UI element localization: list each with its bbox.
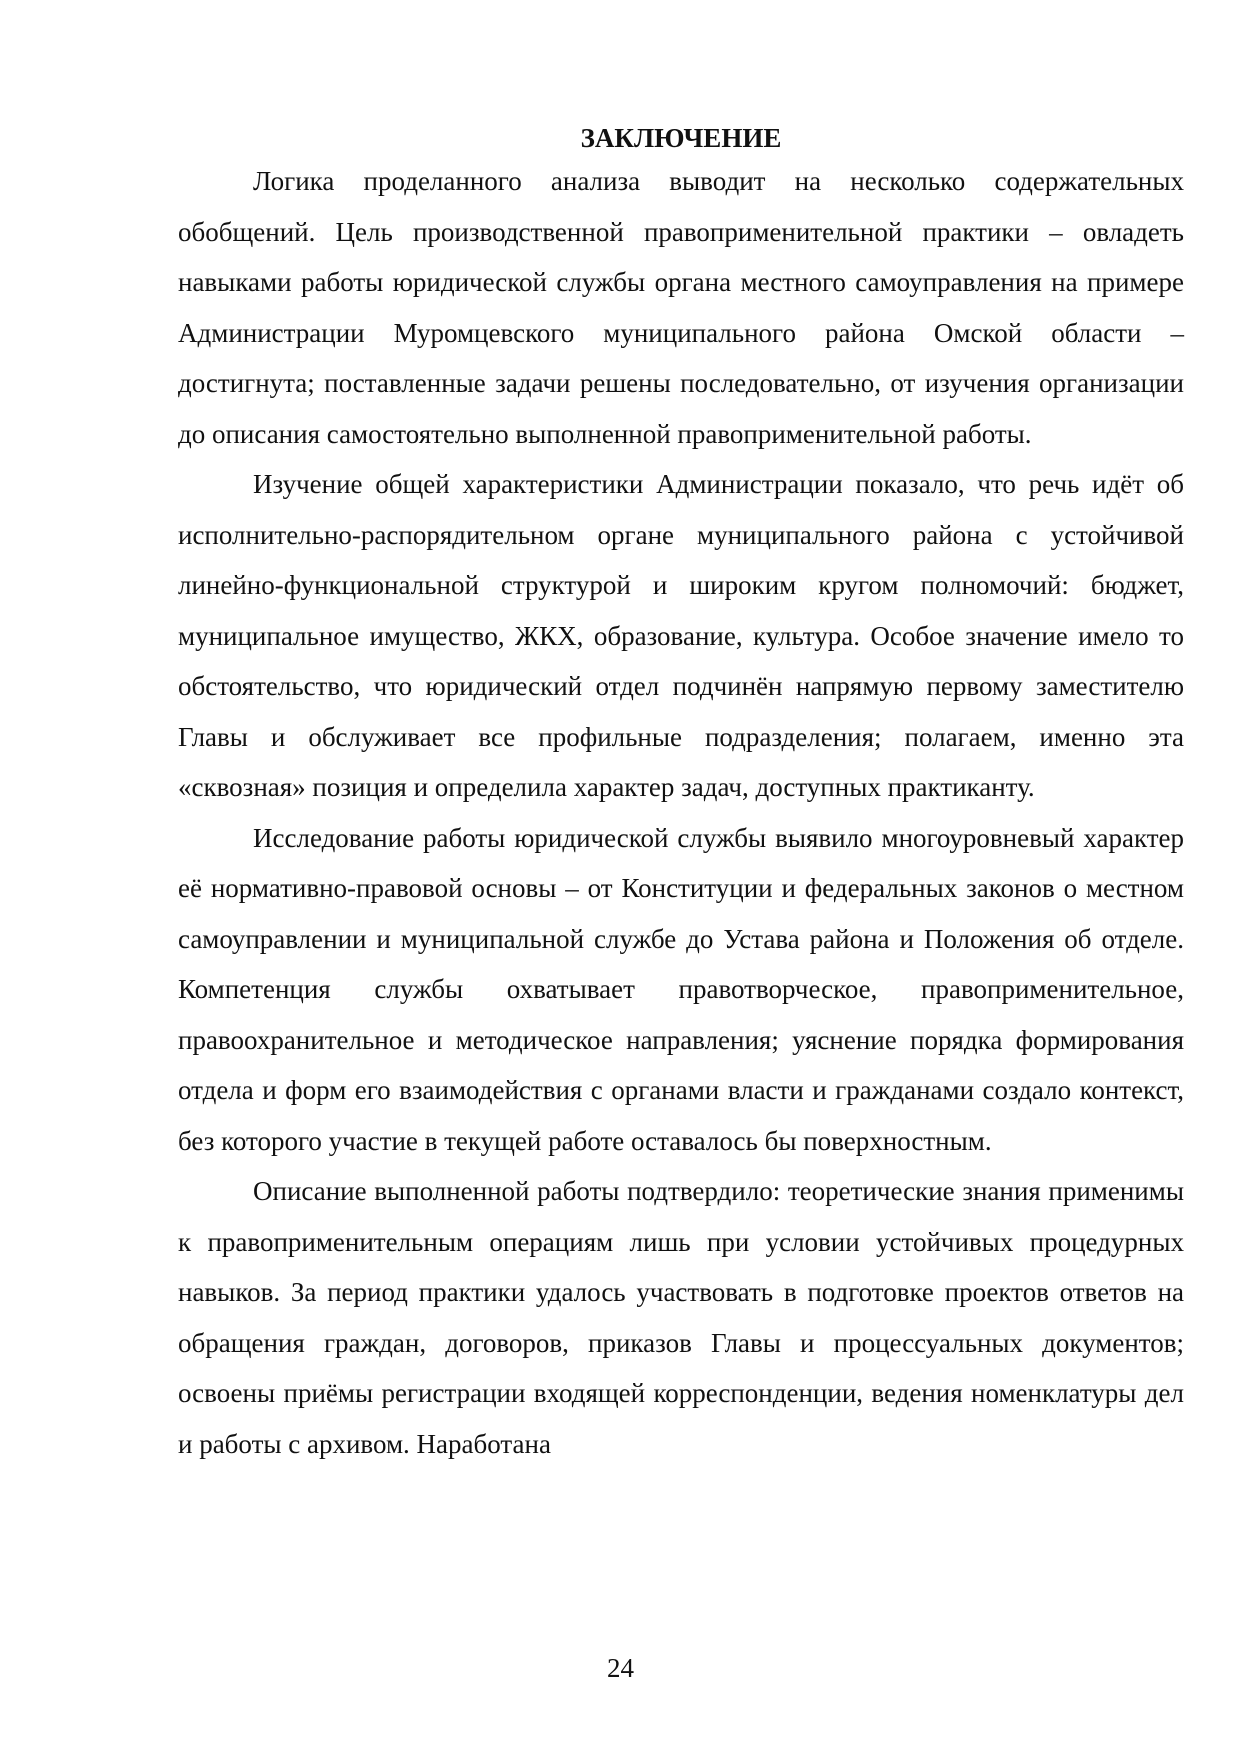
paragraph-2: Изучение общей характеристики Администрации показало, что речь идёт об исполнительно-распорядительном органе муниципального района с устойчивой линейно-функциональной структурой и широким кругом полномочий: бюджет, муниципальное имущество, ЖКХ, образование, культура. Особое значение имело то обстоятельство, что юридический отдел подчинён напрямую первому заместителю Главы и обслуживает все профильные подразделения; полагаем, именно эта «сквозная» позиция и определила характер задач, доступных практиканту. [178, 469, 1184, 802]
page-content [178, 120, 1184, 1469]
section-title: ЗАКЛЮЧЕНИЕ [580, 123, 782, 153]
paragraph-3: Исследование работы юридической службы выявило многоуровневый характер её нормативно-правовой основы – от Конституции и федеральных законов о местном самоуправлении и муниципальной службе до Устава района и Положения об отделе. Компетенция службы охватывает правотворческое, правоприменительное, правоохранительное и методическое направления; уяснение порядка формирования отдела и форм его взаимодействия с органами власти и гражданами создало контекст, без которого участие в текущей работе оставалось бы поверхностным. [178, 822, 1184, 1156]
paragraph-1: Логика проделанного анализа выводит на несколько содержательных обобщений. Цель производственной правоприменительной практики – овладеть навыками работы юридической службы органа местного самоуправления на примере Администрации Муромцевского муниципального района Омской области – достигнута; поставленные задачи решены последовательно, от изучения организации до описания самостоятельно выполненной правоприменительной работы. [178, 166, 1184, 449]
paragraph-4: Описание выполненной работы подтвердило: теоретические знания применимы к правоприменительным операциям лишь при условии устойчивых процедурных навыков. За период практики удалось участвовать в подготовке проектов ответов на обращения граждан, договоров, приказов Главы и процессуальных документов; освоены приёмы регистрации входящей корреспонденции, ведения номенклатуры дел и работы с архивом. Наработана [178, 1176, 1184, 1459]
page-number: 24 [607, 1653, 634, 1683]
